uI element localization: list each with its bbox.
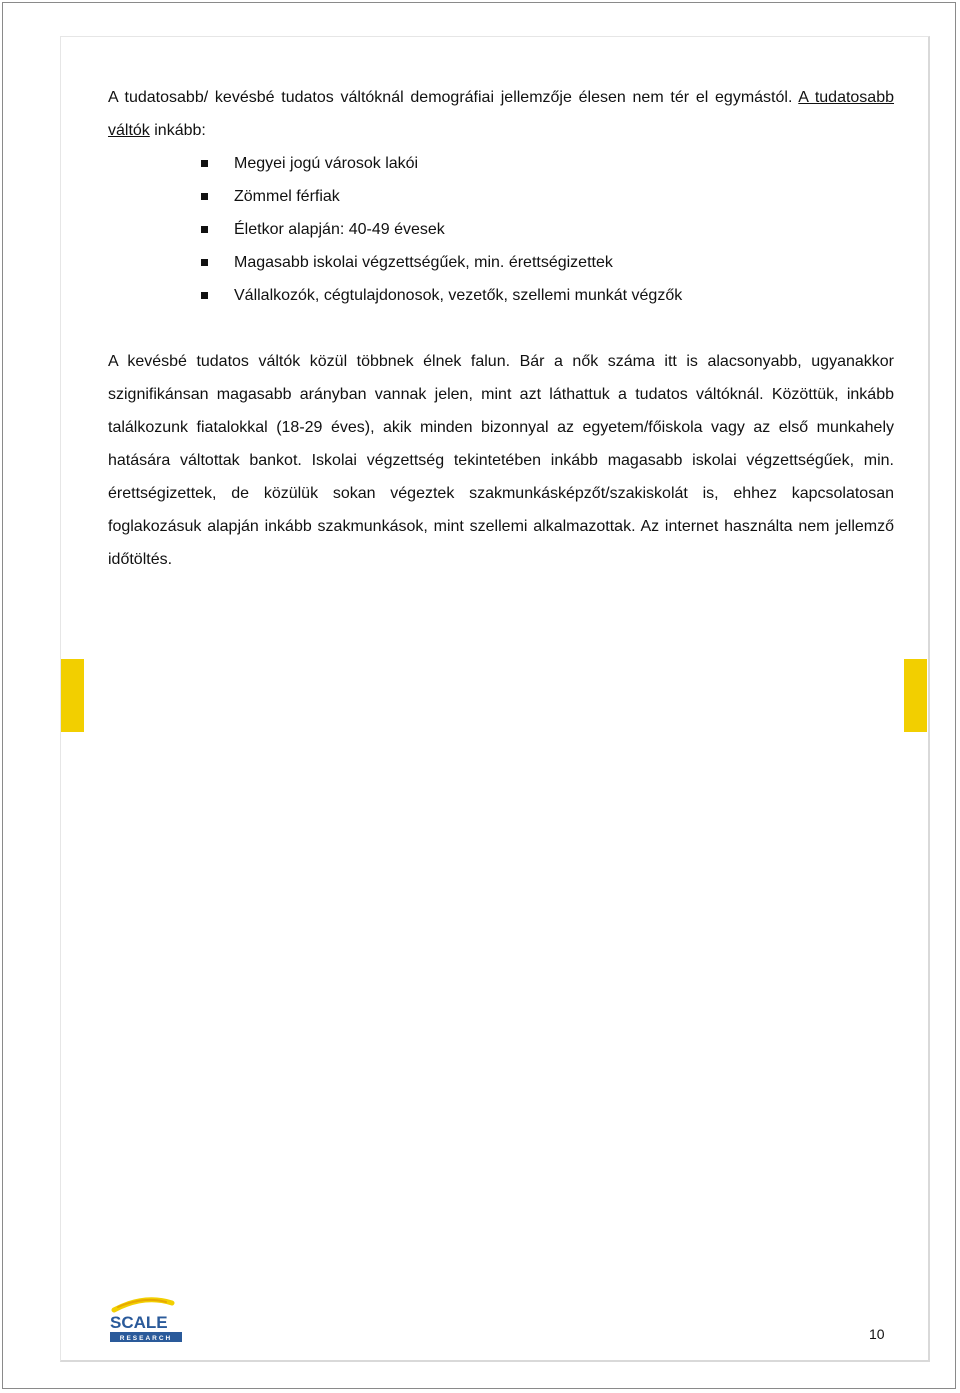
left-yellow-marker — [61, 659, 84, 732]
bullet-square-icon — [201, 226, 208, 233]
logo-subtitle: RESEARCH — [119, 1335, 173, 1342]
paragraph-2-line: szignifikánsan magasabb arányban vannak jelen, mint azt láthattuk a tudatos váltóknál. Közöttük, inkább — [108, 386, 894, 403]
paragraph-1-line-1 — [108, 81, 894, 114]
bullet-square-icon — [201, 160, 208, 167]
paragraph-1-underlined-b: váltók — [108, 122, 150, 139]
paragraph-2-line: időtöltés. — [108, 551, 173, 568]
paragraph-1-underlined-a: A tudatosabb — [798, 89, 895, 106]
list-item — [234, 180, 894, 213]
right-yellow-marker — [904, 659, 927, 732]
paragraph-2-line: A kevésbé tudatos váltók közül többnek élnek falun. Bár a nők száma itt is alacsonyabb, ugyanakkor — [108, 353, 894, 370]
paragraph-2 — [108, 345, 894, 576]
list-item — [234, 246, 894, 279]
paragraph-1-lead: A tudatosabb/ kevésbé tudatos váltóknál demográfiai jellemzője élesen nem tér el egymástól. — [108, 89, 793, 106]
paragraph-1-tail: inkább: — [154, 122, 206, 139]
scale-research-logo — [108, 1290, 186, 1346]
bullet-square-icon — [201, 193, 208, 200]
list-item-text: Zömmel férfiak — [234, 188, 340, 205]
list-item-text: Megyei jogú városok lakói — [234, 155, 419, 172]
list-item — [234, 213, 894, 246]
paragraph-2-line: érettségizettek, de közülük sokan végeztek szakmunkásképzőt/szakiskolát is, ehhez kapcsolatosan — [108, 485, 894, 502]
paragraph-2-line: foglakozásuk alapján inkább szakmunkások, mint szellemi alkalmazottak. Az internet használta nem jellemző — [108, 518, 894, 535]
list-item — [234, 147, 894, 180]
bullet-list — [108, 147, 894, 312]
list-item-text: Életkor alapján: 40-49 évesek — [234, 221, 445, 238]
list-item — [234, 279, 894, 312]
paragraph-2-line: hatására váltottak bankot. Iskolai végzettség tekintetében inkább magasabb iskolai végzettségűek, min. — [108, 452, 894, 469]
bullet-square-icon — [201, 292, 208, 299]
document-body — [108, 81, 894, 576]
logo-wordmark: SCALE — [110, 1313, 168, 1332]
list-item-text: Magasabb iskolai végzettségűek, min. érettségizettek — [234, 254, 613, 271]
list-item-text: Vállalkozók, cégtulajdonosok, vezetők, szellemi munkát végzők — [234, 287, 683, 304]
paragraph-1-line-2 — [108, 114, 894, 147]
bullet-square-icon — [201, 259, 208, 266]
spacer — [108, 312, 894, 345]
page-number: 10 — [869, 1326, 885, 1342]
paragraph-2-line: találkozunk fiatalokkal (18-29 éves), akik minden bizonnyal az egyetem/főiskola vagy az első munkahely — [108, 419, 894, 436]
